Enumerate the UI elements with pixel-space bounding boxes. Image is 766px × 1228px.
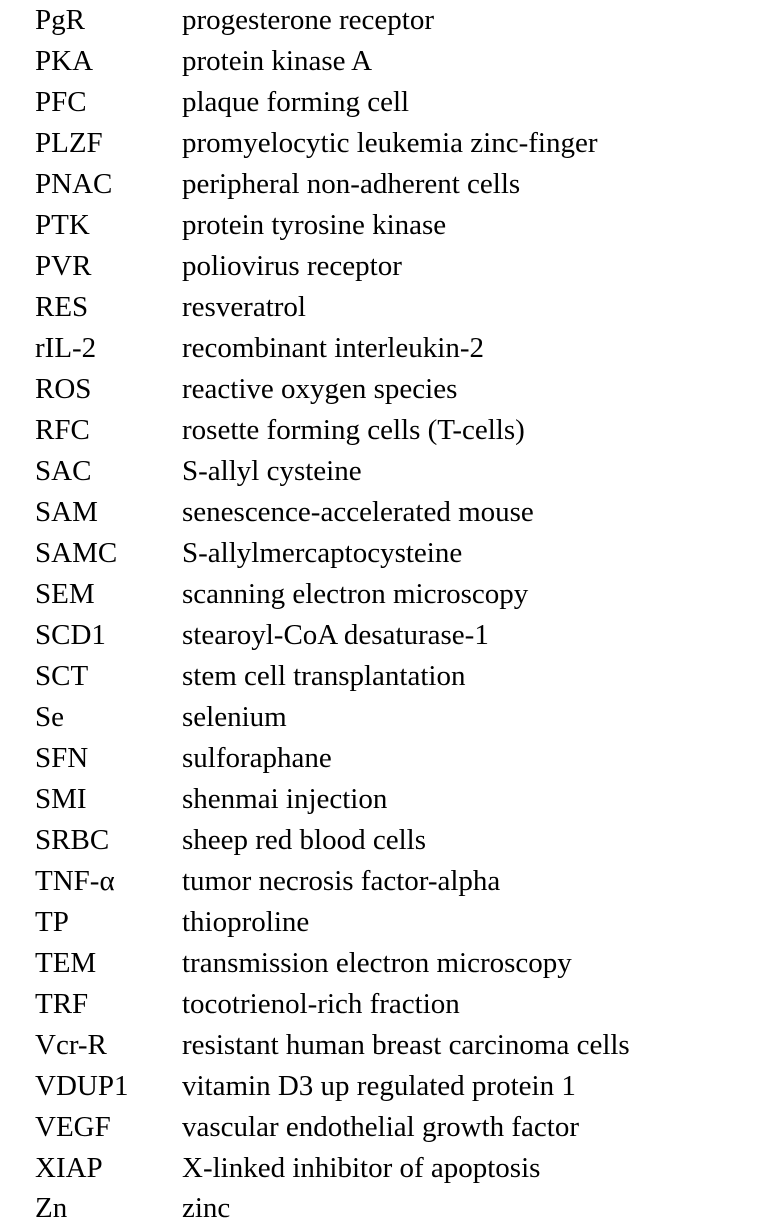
abbreviation-term: RES (35, 291, 89, 323)
abbreviation-term: SAMC (35, 537, 118, 569)
abbreviation-definition: sheep red blood cells (182, 824, 427, 856)
abbreviation-term: SAM (35, 496, 98, 528)
abbreviation-row (0, 287, 766, 327)
abbreviation-row (0, 656, 766, 696)
abbreviation-term: PLZF (35, 127, 103, 159)
abbreviation-row (0, 82, 766, 122)
abbreviation-definition: progesterone receptor (182, 4, 435, 36)
abbreviation-definition: transmission electron microscopy (182, 947, 572, 979)
abbreviation-row (0, 164, 766, 204)
abbreviation-row (0, 369, 766, 409)
abbreviation-row (0, 697, 766, 737)
abbreviation-term: SCD1 (35, 619, 106, 651)
abbreviation-definition: stem cell transplantation (182, 660, 466, 692)
abbreviation-term: VDUP1 (35, 1070, 129, 1102)
abbreviation-term: RFC (35, 414, 90, 446)
abbreviation-definition: peripheral non-adherent cells (182, 168, 521, 200)
abbreviation-definition: selenium (182, 701, 287, 733)
abbreviation-row (0, 1107, 766, 1147)
abbreviation-definition: stearoyl-CoA desaturase-1 (182, 619, 489, 651)
abbreviation-definition: thioproline (182, 906, 310, 938)
abbreviation-term: SRBC (35, 824, 110, 856)
abbreviation-row (0, 943, 766, 983)
abbreviation-definition: shenmai injection (182, 783, 388, 815)
abbreviation-row (0, 738, 766, 778)
abbreviation-definition: sulforaphane (182, 742, 332, 774)
abbreviation-definition: S-allyl cysteine (182, 455, 362, 487)
abbreviation-term: SAC (35, 455, 92, 487)
abbreviation-row (0, 1066, 766, 1106)
abbreviation-definition: rosette forming cells (T-cells) (182, 414, 525, 446)
abbreviation-term: SMI (35, 783, 87, 815)
abbreviation-definition: tocotrienol-rich fraction (182, 988, 460, 1020)
abbreviation-row (0, 1025, 766, 1065)
abbreviation-definition: protein tyrosine kinase (182, 209, 447, 241)
abbreviation-definition: X-linked inhibitor of apoptosis (182, 1152, 541, 1184)
abbreviation-term: PKA (35, 45, 94, 77)
abbreviation-definition: reactive oxygen species (182, 373, 458, 405)
abbreviation-row (0, 1148, 766, 1188)
abbreviation-row (0, 615, 766, 655)
abbreviation-row (0, 246, 766, 286)
abbreviation-row (0, 902, 766, 942)
abbreviation-term: VEGF (35, 1111, 111, 1143)
abbreviation-term: PVR (35, 250, 92, 282)
abbreviation-row (0, 533, 766, 573)
abbreviation-term: TEM (35, 947, 97, 979)
abbreviation-row (0, 451, 766, 491)
abbreviation-definition: S-allylmercaptocysteine (182, 537, 463, 569)
abbreviation-term: ROS (35, 373, 92, 405)
abbreviation-definition: resveratrol (182, 291, 306, 323)
abbreviation-definition: protein kinase A (182, 45, 373, 77)
abbreviation-term: Zn (35, 1192, 68, 1224)
abbreviation-row (0, 984, 766, 1024)
abbreviation-definition: tumor necrosis factor-alpha (182, 865, 501, 897)
abbreviation-term: rIL-2 (35, 332, 97, 364)
abbreviation-definition: plaque forming cell (182, 86, 410, 118)
abbreviation-term: Vcr-R (35, 1029, 107, 1061)
abbreviation-term: TP (35, 906, 69, 938)
abbreviation-row (0, 492, 766, 532)
abbreviation-term: PTK (35, 209, 90, 241)
abbreviation-row (0, 41, 766, 81)
abbreviation-definition: vascular endothelial growth factor (182, 1111, 579, 1143)
abbreviation-term: XIAP (35, 1152, 103, 1184)
abbreviation-term: PgR (35, 4, 85, 36)
abbreviation-definition: vitamin D3 up regulated protein 1 (182, 1070, 576, 1102)
abbreviation-definition: scanning electron microscopy (182, 578, 529, 610)
abbreviation-definition: resistant human breast carcinoma cells (182, 1029, 630, 1061)
abbreviation-row (0, 123, 766, 163)
abbreviation-row (0, 820, 766, 860)
abbreviation-row (0, 0, 766, 40)
abbreviation-term: Se (35, 701, 64, 733)
abbreviation-term: PNAC (35, 168, 113, 200)
abbreviation-row (0, 861, 766, 901)
abbreviation-row (0, 779, 766, 819)
abbreviation-row (0, 328, 766, 368)
abbreviation-term: TNF-α (35, 865, 115, 897)
abbreviation-term: SCT (35, 660, 89, 692)
abbreviation-row (0, 410, 766, 450)
abbreviation-definition: recombinant interleukin-2 (182, 332, 484, 364)
abbreviation-definition: promyelocytic leukemia zinc-finger (182, 127, 598, 159)
abbreviation-term: PFC (35, 86, 87, 118)
abbreviation-definition: poliovirus receptor (182, 250, 402, 282)
abbreviation-definition: senescence-accelerated mouse (182, 496, 534, 528)
abbreviation-term: SEM (35, 578, 95, 610)
abbreviation-term: SFN (35, 742, 89, 774)
abbreviation-row (0, 1188, 766, 1228)
abbreviation-term: TRF (35, 988, 89, 1020)
abbreviation-row (0, 205, 766, 245)
abbreviation-row (0, 574, 766, 614)
abbreviation-definition: zinc (182, 1192, 231, 1224)
